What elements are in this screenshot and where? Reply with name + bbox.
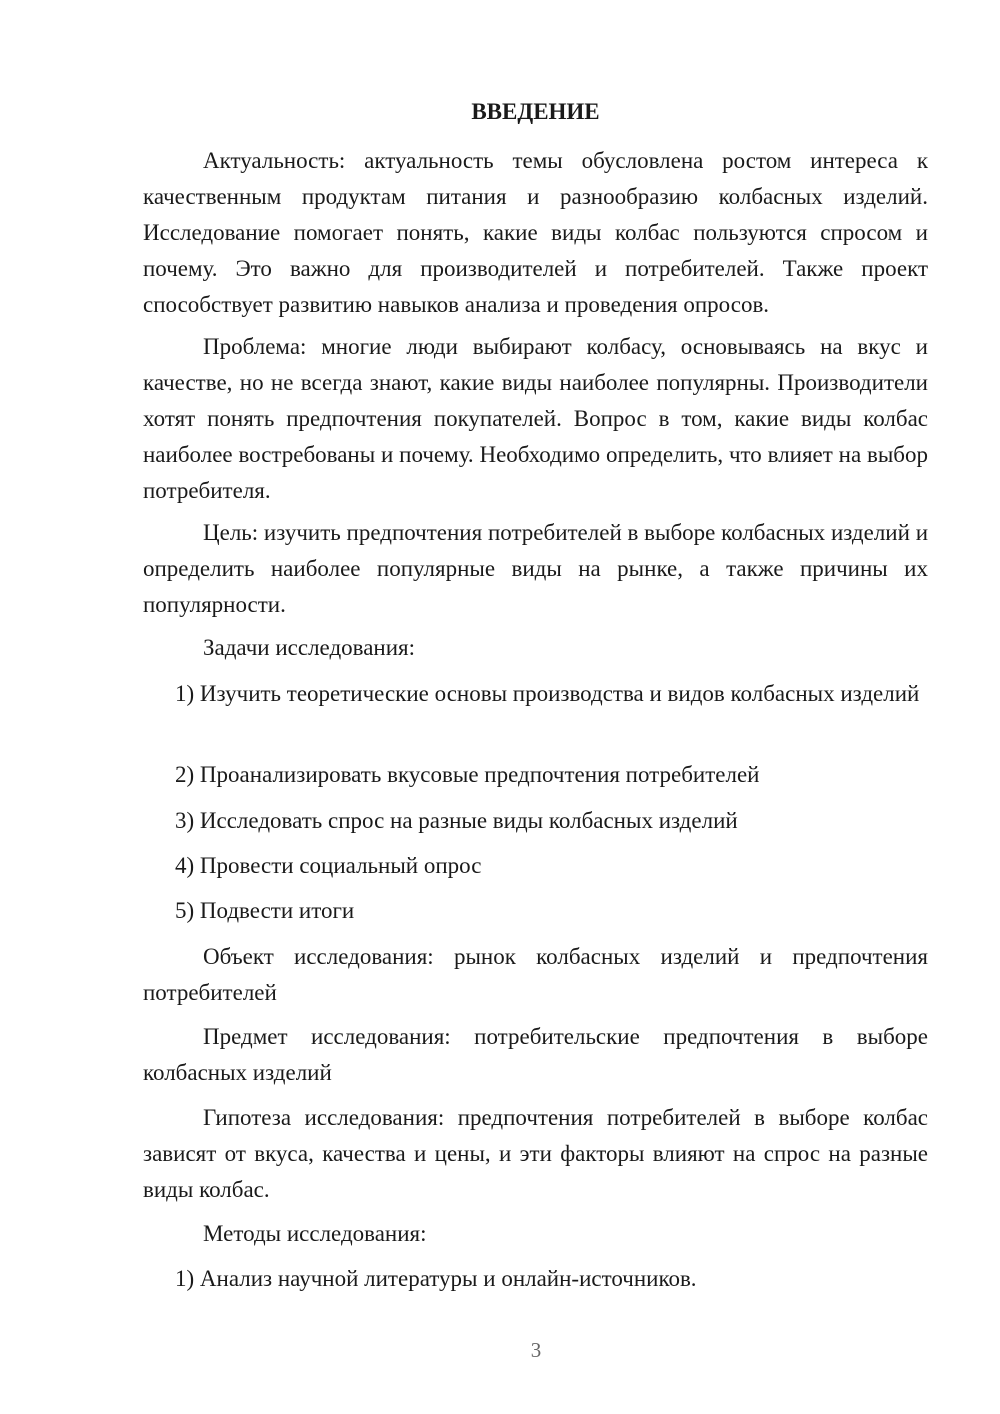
object-paragraph: Объект исследования: рынок колбасных изделий и предпочтения потребителей — [143, 944, 928, 1005]
hypothesis-paragraph: Гипотеза исследования: предпочтения потребителей в выборе колбас зависят от вкуса, качества и цены, и эти факторы влияют на спрос на разные виды колбас. — [143, 1105, 928, 1202]
page-number: 3 — [530, 1338, 542, 1362]
task-list-item: 4) Провести социальный опрос — [175, 853, 482, 878]
task-list-item: 1) Изучить теоретические основы производства и видов колбасных изделий — [175, 681, 920, 706]
subject-paragraph: Предмет исследования: потребительские предпочтения в выборе колбасных изделий — [143, 1024, 928, 1085]
method-list-item: 1) Анализ научной литературы и онлайн-источников. — [175, 1266, 697, 1291]
methods-heading: Методы исследования: — [203, 1221, 427, 1246]
relevance-paragraph: Актуальность: актуальность темы обусловлена ростом интереса к качественным продуктам питания и разнообразию колбасных изделий. Исследование помогает понять, какие виды колбас пользуются спросом и почему. Это важно для производителей и потребителей. Также проект способствует развитию навыков анализа и проведения опросов. — [143, 148, 928, 317]
task-list-item: 2) Проанализировать вкусовые предпочтения потребителей — [175, 762, 760, 787]
task-list-item: 3) Исследовать спрос на разные виды колбасных изделий — [175, 808, 738, 833]
goal-paragraph: Цель: изучить предпочтения потребителей в выборе колбасных изделий и определить наиболее популярные виды на рынке, а также причины их популярности. — [143, 520, 928, 617]
tasks-heading: Задачи исследования: — [203, 635, 416, 660]
task-list-item: 5) Подвести итоги — [175, 898, 355, 923]
page-title: ВВЕДЕНИЕ — [471, 99, 600, 124]
problem-paragraph: Проблема: многие люди выбирают колбасу, основываясь на вкус и качестве, но не всегда знают, какие виды наиболее популярны. Производители хотят понять предпочтения покупателей. Вопрос в том, какие виды колбас наиболее востребованы и почему. Необходимо определить, что влияет на выбор потребителя. — [143, 334, 928, 503]
